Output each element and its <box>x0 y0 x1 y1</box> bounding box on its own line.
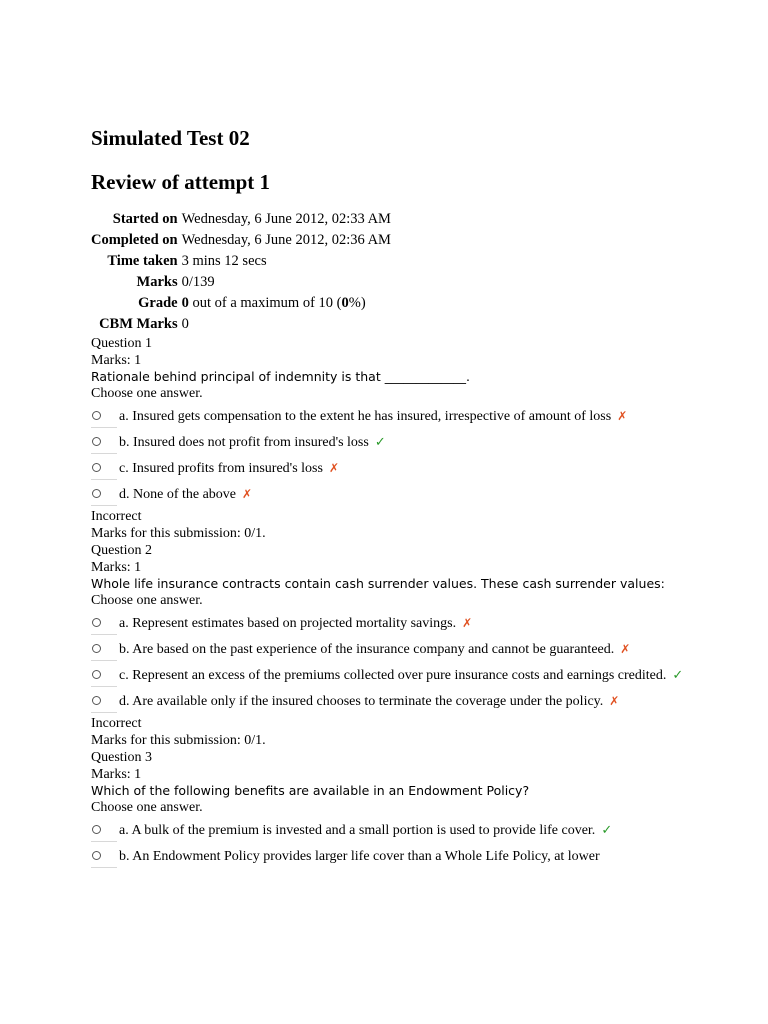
answer-label: a. Represent estimates based on projected mortality savings. <box>119 615 457 631</box>
question-title: Question 3 <box>91 750 153 765</box>
question-3 <box>91 749 691 868</box>
grade-mid: out of a maximum of 10 ( <box>188 295 342 311</box>
summary-value: 3 mins 12 secs <box>181 253 267 269</box>
answer-label: a. A bulk of the premium is invested and a small portion is used to provide life cover. <box>119 822 596 838</box>
summary-row-time-taken <box>91 251 391 272</box>
answer-label: c. Represent an excess of the premiums collected over pure insurance costs and earnings credited. <box>119 667 667 683</box>
grade-end: %) <box>348 295 366 311</box>
summary-label: Grade <box>138 295 178 311</box>
answer-text <box>119 820 612 841</box>
radio-button[interactable] <box>92 463 101 472</box>
incorrect-icon: ✗ <box>462 615 473 630</box>
question-text: Which of the following benefits are available in an Endowment Policy? <box>91 783 530 798</box>
answer-option-d[interactable] <box>91 482 691 506</box>
summary-value: Wednesday, 6 June 2012, 02:33 AM <box>181 211 391 227</box>
incorrect-icon: ✗ <box>328 460 339 475</box>
question-marks: Marks: 1 <box>91 353 142 368</box>
radio-button[interactable] <box>92 825 101 834</box>
summary-label: Started on <box>112 211 178 227</box>
question-marks: Marks: 1 <box>91 767 142 782</box>
radio-box <box>91 404 117 428</box>
radio-box <box>91 663 117 687</box>
answer-option-a[interactable] <box>91 818 691 842</box>
summary-row-marks <box>91 272 391 293</box>
summary-value: 0/139 <box>181 274 215 290</box>
summary-row-completed <box>91 230 391 251</box>
answer-option-d[interactable] <box>91 689 691 713</box>
radio-box <box>91 611 117 635</box>
answer-option-b[interactable] <box>91 637 691 661</box>
answer-text <box>119 639 630 660</box>
answer-label: d. Are available only if the insured chooses to terminate the coverage under the policy. <box>119 693 604 709</box>
radio-button[interactable] <box>92 411 101 420</box>
answer-label: a. Insured gets compensation to the extent he has insured, irrespective of amount of loss <box>119 408 612 424</box>
summary-label: Time taken <box>107 253 178 269</box>
summary-value <box>182 293 391 314</box>
radio-button[interactable] <box>92 437 101 446</box>
answer-option-c[interactable] <box>91 456 691 480</box>
summary-row-grade <box>91 293 391 314</box>
summary-value: Wednesday, 6 June 2012, 02:36 AM <box>181 232 391 248</box>
question-2 <box>91 542 691 749</box>
correct-icon: ✓ <box>374 434 386 450</box>
radio-box <box>91 482 117 506</box>
summary-label: Completed on <box>91 232 178 248</box>
radio-box <box>91 637 117 661</box>
answer-label: b. An Endowment Policy provides larger life cover than a Whole Life Policy, at lower <box>119 848 600 864</box>
radio-button[interactable] <box>92 489 101 498</box>
answer-label: b. Insured does not profit from insured's loss <box>119 434 369 450</box>
answer-label: d. None of the above <box>119 486 237 502</box>
answer-label: b. Are based on the past experience of the insurance company and cannot be guaranteed. <box>119 641 615 657</box>
question-result: Incorrect <box>91 509 142 524</box>
question-marks: Marks: 1 <box>91 560 142 575</box>
summary-label: CBM Marks <box>99 316 178 332</box>
incorrect-icon: ✗ <box>617 408 628 423</box>
radio-button[interactable] <box>92 618 101 627</box>
question-instruction: Choose one answer. <box>91 593 203 608</box>
radio-button[interactable] <box>92 670 101 679</box>
test-title: Simulated Test 02 <box>91 126 250 150</box>
answer-text <box>119 406 627 427</box>
summary-value: 0 <box>181 316 189 332</box>
review-title: Review of attempt 1 <box>91 170 271 194</box>
incorrect-icon: ✗ <box>620 641 631 656</box>
radio-box <box>91 818 117 842</box>
radio-box <box>91 456 117 480</box>
answer-option-a[interactable] <box>91 404 691 428</box>
question-text: Whole life insurance contracts contain cash surrender values. These cash surrender values: <box>91 576 665 591</box>
grade-percent: 0 <box>341 295 349 311</box>
quiz-review <box>91 122 691 870</box>
answer-option-b[interactable] <box>91 844 691 868</box>
answer-text <box>119 613 472 634</box>
question-instruction: Choose one answer. <box>91 386 203 401</box>
radio-box <box>91 844 117 868</box>
answer-text <box>119 665 683 686</box>
question-title: Question 2 <box>91 543 153 558</box>
answer-option-b[interactable] <box>91 430 691 454</box>
radio-button[interactable] <box>92 851 101 860</box>
answer-text <box>119 691 619 712</box>
summary-row-started <box>91 209 391 230</box>
question-text: Rationale behind principal of indemnity is that _____________. <box>91 369 470 384</box>
answer-label: c. Insured profits from insured's loss <box>119 460 323 476</box>
radio-button[interactable] <box>92 696 101 705</box>
summary-label: Marks <box>136 274 178 290</box>
attempt-summary <box>91 209 391 335</box>
question-1 <box>91 335 691 542</box>
grade-score: 0 <box>181 295 189 311</box>
question-title: Question 1 <box>91 336 153 351</box>
answer-text <box>119 458 339 479</box>
question-result: Incorrect <box>91 716 142 731</box>
correct-icon: ✓ <box>672 667 684 683</box>
radio-box <box>91 430 117 454</box>
answer-text <box>119 484 252 505</box>
incorrect-icon: ✗ <box>609 693 620 708</box>
incorrect-icon: ✗ <box>242 486 253 501</box>
correct-icon: ✓ <box>601 822 613 838</box>
summary-row-cbm-marks <box>91 314 391 335</box>
radio-box <box>91 689 117 713</box>
submission-marks: Marks for this submission: 0/1. <box>91 526 266 541</box>
answer-option-a[interactable] <box>91 611 691 635</box>
submission-marks: Marks for this submission: 0/1. <box>91 733 266 748</box>
question-instruction: Choose one answer. <box>91 800 203 815</box>
answer-text <box>119 846 600 867</box>
radio-button[interactable] <box>92 644 101 653</box>
answer-text <box>119 432 386 453</box>
answer-option-c[interactable] <box>91 663 691 687</box>
